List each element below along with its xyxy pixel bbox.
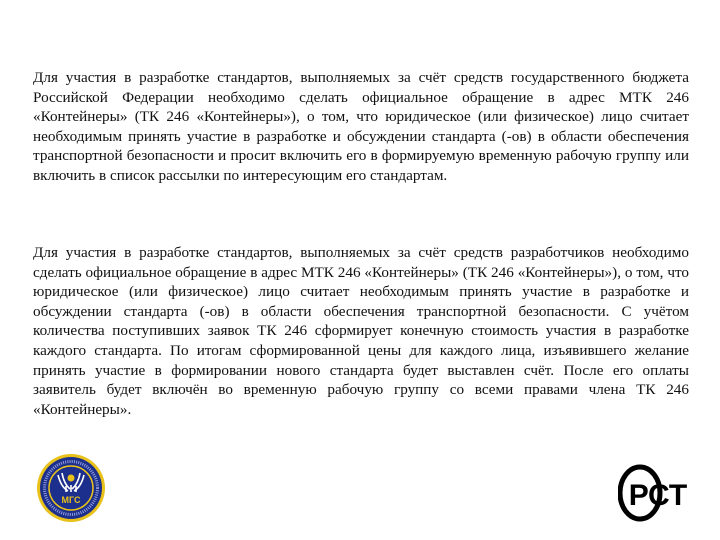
paragraph-developer-funded-participation: Для участия в разработке стандартов, выполняемых за счёт средств разработчиков необходимо сделать официальное обращение в адрес МТК 246 «Контейнеры» (ТК 246 «Контейнеры»), о том, что юридическое (или физическое) лицо считает необходимым принять участие в разработке и обсуждении стандарта (-ов) в области обеспечения транспортной безопасности. С учётом количества поступивших заявок ТК 246 сформирует конечную стоимость участия в разработке каждого стандарта. По итогам сформированной цены для каждого лица, изъявившего желание принять участие в формировании нового стандарта будет выставлен счёт. После его оплаты заявитель будет включён во временную рабочую группу со всеми правами члена ТК 246 «Контейнеры». xyxy=(33,244,689,418)
paragraph-budget-participation: Для участия в разработке стандартов, выполняемых за счёт средств государственного бюджета Российской Федерации необходимо сделать официальное обращение в адрес МТК 246 «Контейнеры» (ТК 246 «Контейнеры»), о том, что юридическое (или физическое) лицо считает необходимым принять участие в разработке и обсуждении стандарта (-ов) в области обеспечения транспортной безопасности и просит включить его в формируемую временную рабочую группу или включить в список рассылки по интересующим его стандартам. xyxy=(33,69,689,184)
mgs-logo-text: МГС xyxy=(61,495,81,505)
mgs-seal-logo xyxy=(36,453,106,523)
rst-certification-logo xyxy=(618,463,698,523)
rst-logo-text: РСТ xyxy=(628,479,688,512)
